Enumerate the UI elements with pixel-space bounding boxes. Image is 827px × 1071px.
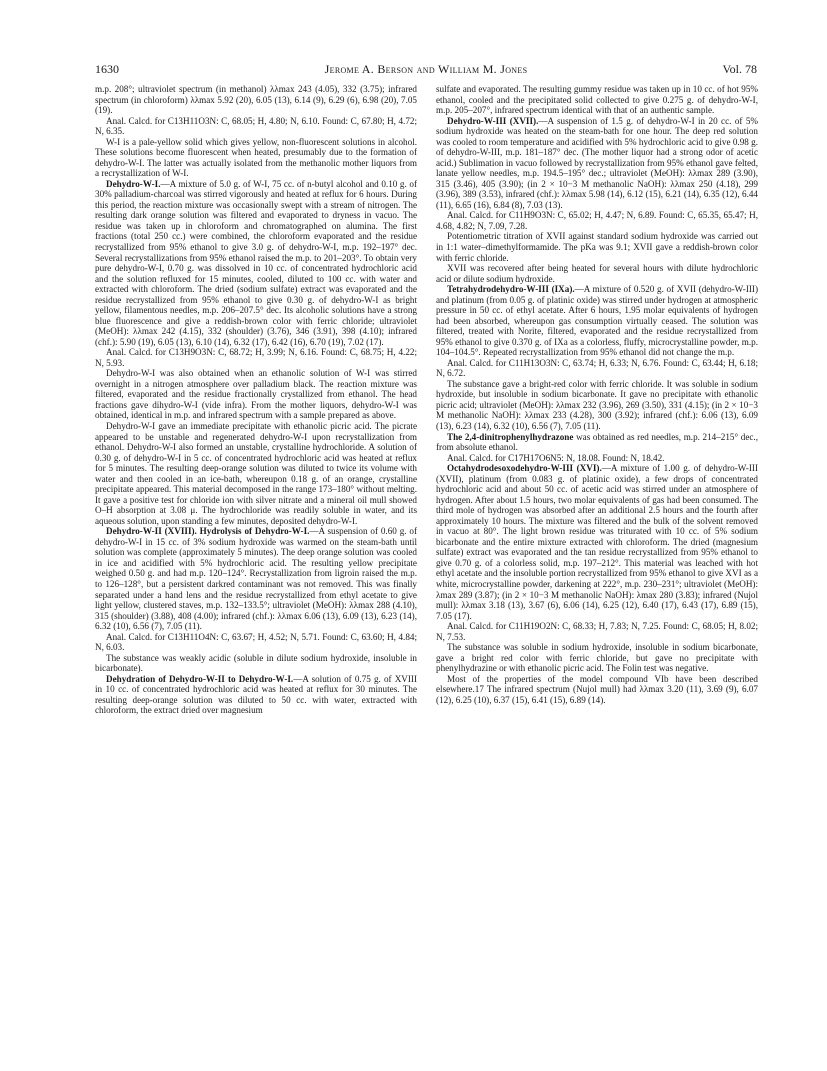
paragraph-text: W-I is a pale-yellow solid which gives yellow, non-fluorescent solutions in alcohol. These solutions become fluorescent when heated, presumably due to the formation of dehydro-W-I. The latter was actually isolated from the methanolic mother liquors from a recrystallization of W-I.	[95, 136, 417, 179]
paragraph	[95, 347, 417, 368]
paragraph	[436, 674, 758, 706]
paragraph	[436, 379, 758, 432]
paragraph-text: Anal. Calcd. for C13H11O4N: C, 63.67; H, 4.52; N, 5.71. Found: C, 63.60; H, 4.84; N, 6.03.	[95, 631, 417, 653]
paragraph	[95, 674, 417, 716]
paragraph-heading: Dehydro-W-I.	[106, 178, 161, 189]
paragraph-text: —A solution of 0.75 g. of XVIII in 10 cc. of concentrated hydrochloric acid was heated at reflux for 30 minutes. The resulting deep-orange solution was diluted to 50 cc. with water, extracted with chloroform, the extract dried over magnesium	[95, 673, 417, 716]
paragraph-text: The substance gave a bright-red color with ferric chloride. It was soluble in sodium hydroxide, but insoluble in sodium bicarbonate. It gave no precipitate with ethanolic picric acid; ultraviolet (MeOH): λλmax 232 (3.96), 269 (3.50), 331 (4.15); (in 2 × 10−3 M methanolic NaOH): λλmax 233 (4.28), 300 (3.92); infrared (chf.): 6.06 (13), 6.09 (13), 6.23 (14), 6.32 (10), 6.56 (7), 7.05 (11).	[436, 378, 758, 431]
paragraph	[436, 263, 758, 284]
paragraph-text: Anal. Calcd. for C13H9O3N: C, 68.72; H, 3.99; N, 6.16. Found: C, 68.75; H, 4.22; N, 5.93.	[95, 347, 417, 368]
running-header	[95, 62, 757, 78]
paragraph-text: m.p. 208°; ultraviolet spectrum (in methanol) λλmax 243 (4.05), 332 (3.75); infrared spectrum (in chloroform) λλmax 5.92 (20), 6.05 (13), 6.14 (9), 6.29 (6), 6.98 (20), 7.05 (19).	[95, 84, 417, 116]
paragraph	[95, 632, 417, 653]
paragraph-text: Anal. Calcd. for C13H11O3N: C, 68.05; H, 4.80; N, 6.10. Found: C, 67.80; H, 4.72; N, 6.35.	[95, 115, 417, 137]
paragraph-text: —A suspension of 1.5 g. of dehydro-W-I in 20 cc. of 5% sodium hydroxide was heated on the steam-bath for one hour. The deep red solution was cooled to room temperature and acidified with 5% hydrochloric acid to give 0.98 g. of dehydro-W-III, m.p. 181–187° dec. (The mother liquor had a strong odor of acetic acid.) Sublimation in vacuo followed by recrystallization from 95% ethanol gave felted, lanate yellow needles, m.p. 194.5–195° dec.; ultraviolet (MeOH): λλmax 289 (3.90), 315 (3.46), 405 (3.90); (in 2 × 10−3 M methanolic NaOH): λλmax 250 (4.18), 299 (3.96), 389 (3.53), infrared (chf.): λλmax 5.98 (14), 6.12 (15), 6.21 (14), 6.35 (12), 6.44 (11), 6.65 (16), 6.84 (8), 7.03 (13).	[436, 115, 758, 210]
paragraph-heading: Tetrahydrodehydro-W-III (IXa).	[447, 284, 575, 295]
paragraph-heading: Dehydro-W-II (XVIII). Hydrolysis of Dehydro-W-I.	[106, 526, 310, 537]
paragraph	[436, 621, 758, 642]
paragraph-text: —A mixture of 1.00 g. of dehydro-W-III (XVII), platinum (from 0.083 g. of platinic oxide), a few drops of concentrated hydrochloric acid and about 50 cc. of acetic acid was stirred under an atmosphere of hydrogen. After about 1.5 hours, two molar equivalents of gas had been consumed. The third mole of hydrogen was absorbed after an additional 2.5 hours and the fourth after approximately 10 hours. The mixture was filtered and the bulk of the solvent removed in vacuo at 80°. The light brown residue was triturated with 10 cc. of 5% sodium bicarbonate and the entire mixture extracted with chloroform. The dried (magnesium sulfate) extract was evaporated and the tan residue recrystallized from 95% ethanol to give 0.70 g. of a colorless solid, m.p. 197–212°. This material was leached with hot ethyl acetate and the insoluble portion recrystallized from 95% ethanol to give XVI as a white, microcrystalline powder, darkening at 222°, m.p. 230–231°; ultraviolet (MeOH): λmax 289 (3.87); (in 2 × 10−3 M methanolic NaOH): λmax 280 (3.83); infrared (Nujol mull): λλmax 3.18 (13), 3.67 (6), 6.06 (14), 6.25 (12), 6.40 (17), 6.43 (17), 6.89 (15), 7.05 (17).	[436, 463, 758, 621]
paragraph	[436, 432, 758, 453]
paragraph-text: Anal. Calcd. for C11H19O2N: C, 68.33; H, 7.83; N, 7.25. Found: C, 68.05; H, 8.02; N, 7.53.	[436, 621, 758, 642]
paragraph-text: sulfate and evaporated. The resulting gummy residue was taken up in 10 cc. of hot 95% ethanol, cooled and the precipitated solid collected to give 0.275 g. of dehydro-W-I, m.p. 205–207°, infrared spectrum identical with that of an authentic sample.	[436, 84, 758, 116]
paragraph	[436, 642, 758, 674]
paragraph-text: —A mixture of 0.520 g. of XVII (dehydro-W-III) and platinum (from 0.05 g. of platinic oxide) was stirred under hydrogen at atmospheric pressure in 50 cc. of ethyl acetate. After 6 hours, 1.95 molar equivalents of hydrogen had been absorbed, whereupon gas consumption virtually ceased. The solution was filtered, treated with Norite, filtered, evaporated and the residue recrystallized from 95% ethanol to give 0.370 g. of IXa as a colorless, fluffy, microcrystalline powder, m.p. 104–104.5°. Repeated recrystallization from 95% ethanol did not change the m.p.	[436, 284, 758, 358]
paragraph	[436, 463, 758, 621]
paragraph-heading: The 2,4-dinitrophenylhydrazone	[447, 431, 574, 442]
paragraph-text: Anal. Calcd. for C11H13O3N: C, 63.74; H, 6.33; N, 6.76. Found: C, 63.44; H, 6.18; N, 6.72.	[436, 357, 758, 379]
paragraph-heading: Dehydration of Dehydro-W-II to Dehydro-W-I.	[106, 673, 294, 684]
right-column	[436, 84, 758, 1059]
paragraph	[95, 421, 417, 526]
paragraph	[95, 137, 417, 179]
paragraph	[95, 116, 417, 137]
running-title-authors: Jerome A. Berson and William M. Jones	[324, 62, 528, 76]
paragraph	[436, 231, 758, 263]
left-column	[95, 84, 417, 1059]
paragraph	[436, 453, 758, 464]
volume-label: Vol. 78	[722, 62, 757, 76]
page-number: 1630	[95, 62, 119, 76]
paragraph-text: Dehydro-W-I was also obtained when an ethanolic solution of W-I was stirred overnight in a nitrogen atmosphere over palladium black. The reaction mixture was filtered, evaporated and the residue fractionally crystallized from ethanol. The head fractions gave dihydro-W-I (vide infra). From the mother liquors, dehydro-W-I was obtained, identical in m.p. and infrared spectrum with a sample prepared as above.	[95, 368, 417, 421]
paragraph-text: —A suspension of 0.60 g. of dehydro-W-I in 15 cc. of 3% sodium hydroxide was warmed on the steam-bath until solution was complete (approximately 5 minutes). The deep orange solution was cooled in ice and acidified with 5% hydrochloric acid. The resulting yellow precipitate weighed 0.50 g. and had m.p. 120–124°. Recrystallization from ligroin raised the m.p. to 126–128°, but a persistent darkred contaminant was not removed. This was finally separated under a hand lens and the residue recrystallized from ethyl acetate to give light yellow, clustered staves, m.p. 132–133.5°; ultraviolet (MeOH): λλmax 288 (4.10), 315 (shoulder) (3.88), 408 (4.00); infrared (chf.): λλmax 6.06 (13), 6.09 (13), 6.23 (14), 6.32 (10), 6.56 (7), 7.05 (11).	[95, 526, 417, 632]
paragraph	[436, 284, 758, 358]
paragraph	[436, 358, 758, 379]
paragraph	[436, 210, 758, 231]
paragraph	[95, 84, 417, 116]
paragraph	[95, 368, 417, 421]
paragraph-text: The substance was weakly acidic (soluble in dilute sodium hydroxide, insoluble in bicarbonate).	[95, 652, 417, 674]
paragraph	[95, 653, 417, 674]
paragraph-text: was obtained as red needles, m.p. 214–215° dec., from absolute ethanol.	[436, 431, 758, 453]
paragraph-text: XVII was recovered after being heated for several hours with dilute hydrochloric acid or dilute sodium hydroxide.	[436, 263, 758, 284]
paragraph-heading: Octahydrodesoxodehydro-W-III (XVI).	[447, 463, 602, 474]
paragraph-text: Most of the properties of the model compound VIb have been described elsewhere.17 The infrared spectrum (Nujol mull) had λλmax 3.20 (11), 3.69 (9), 6.07 (12), 6.25 (10), 6.37 (15), 6.41 (15), 6.89 (14).	[436, 673, 758, 705]
paragraph	[95, 179, 417, 348]
paragraph	[436, 84, 758, 116]
paragraph-text: —A mixture of 5.0 g. of W-I, 75 cc. of n-butyl alcohol and 0.10 g. of 30% palladium-charcoal was stirred vigorously and heated at reflux for 6 hours. During this period, the reaction mixture was occasionally swept with a stream of nitrogen. The resulting dark orange solution was filtered and evaporated to dryness in vacuo. The residue was taken up in chloroform and chromatographed on alumina. The first fractions (total 250 cc.) were combined, the chloroform evaporated and the residue recrystallized from 95% ethanol to give 3.0 g. of dehydro-W-I, m.p. 192–197° dec. Several recrystallizations from 95% ethanol raised the m.p. to 201–203°. To obtain very pure dehydro-W-I, 0.70 g. was dissolved in 10 cc. of concentrated hydrochloric acid and the solution refluxed for 15 minutes, cooled, diluted to 100 cc. with water and extracted with chloroform. The dried (sodium sulfate) extract was evaporated and the residue recrystallized from 95% ethanol to give 0.30 g. of dehydro-W-I as bright yellow, filamentous needles, m.p. 206–207.5° dec. Its alcoholic solutions have a strong blue fluorescence and give a reddish-brown color with ferric chloride; ultraviolet (MeOH): λλmax 242 (4.15), 332 (shoulder) (3.76), 346 (3.91), 398 (4.10); infrared (chf.): 5.90 (19), 6.05 (13), 6.10 (14), 6.32 (17), 6.42 (16), 6.70 (19), 7.02 (17).	[95, 178, 417, 347]
paragraph	[436, 116, 758, 211]
paragraph-text: Potentiometric titration of XVII against standard sodium hydroxide was carried out in 1:1 water–dimethylformamide. The pKa was 9.1; XVII gave a reddish-brown color with ferric chloride.	[436, 231, 758, 263]
paragraph-text: The substance was soluble in sodium hydroxide, insoluble in sodium bicarbonate, gave a bright red color with ferric chloride, but gave no precipitate with phenylhydrazine or with ethanolic picric acid. The Folin test was negative.	[436, 642, 758, 674]
paragraph-text: Anal. Calcd. for C17H17O6N5: N, 18.08. Found: N, 18.42.	[447, 452, 665, 463]
paragraph-text: Dehydro-W-I gave an immediate precipitate with ethanolic picric acid. The picrate appeared to be unstable and regenerated dehydro-W-I upon recrystallization from ethanol. Dehydro-W-I also formed an unstable, crystalline hydrochloride. A solution of 0.30 g. of dehydro-W-I in 5 cc. of concentrated hydrochloric acid was heated at reflux for 5 minutes. The resulting deep-orange solution was diluted to twice its volume with water and then cooled in an ice-bath, whereupon 0.18 g. of an orange, crystalline precipitate appeared. This material decomposed in the range 173–180° without melting. It gave a positive test for chloride ion with silver nitrate and a mineral oil mull showed O–H absorption at 3.08 μ. The hydrochloride was readily soluble in water, and its aqueous solution, upon standing a few minutes, deposited dehydro-W-I.	[95, 421, 417, 526]
paragraph	[95, 526, 417, 631]
paragraph-heading: Dehydro-W-III (XVII).	[447, 115, 539, 126]
paragraph-text: Anal. Calcd. for C11H9O3N: C, 65.02; H, 4.47; N, 6.89. Found: C, 65.35, 65.47; H, 4.68, 4.82; N, 7.09, 7.28.	[436, 210, 758, 231]
